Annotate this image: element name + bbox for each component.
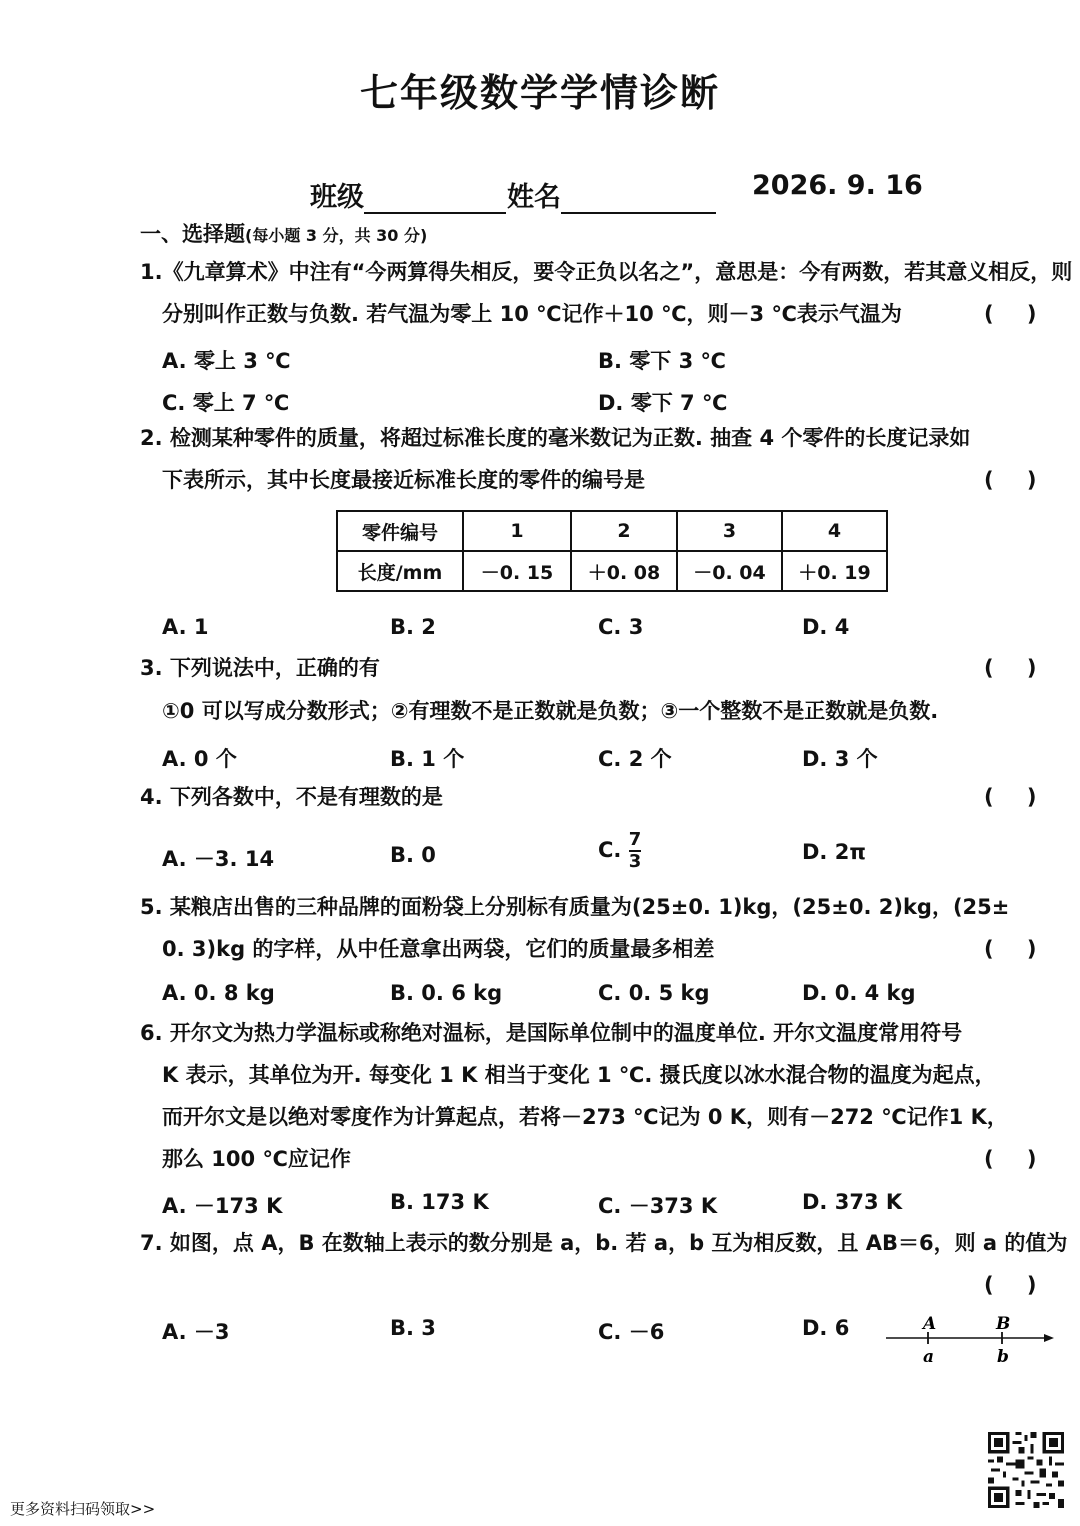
q6-answer-blank: ( )	[984, 1147, 1037, 1171]
q1-line-2: 分别叫作正数与负数. 若气温为零上 10 ℃记作＋10 ℃，则－3 ℃表示气温为	[162, 302, 902, 326]
q7-answer-blank: ( )	[984, 1273, 1037, 1297]
q5-option-a: A. 0. 8 kg	[162, 981, 275, 1005]
q6-line-2: K 表示，其单位为开. 每变化 1 K 相当于变化 1 ℃. 摄氏度以冰水混合物的温度为起点，	[162, 1063, 996, 1087]
value-a-label: a	[923, 1347, 935, 1366]
fraction-denominator: 3	[628, 851, 642, 872]
q7-option-d: D. 6	[802, 1316, 850, 1340]
q6-line-4: 那么 100 ℃应记作	[162, 1147, 351, 1171]
section-note: (每小题 3 分，共 30 分)	[245, 226, 428, 245]
table-cell: －0. 04	[677, 551, 782, 591]
name-blank	[561, 184, 716, 214]
q7-option-c: C. －6	[598, 1320, 665, 1344]
class-blank	[364, 184, 506, 214]
table-header-cell: 3	[677, 511, 782, 551]
class-label: 班级	[310, 182, 364, 213]
q4-option-c	[598, 830, 641, 872]
value-b-label: b	[997, 1347, 1009, 1366]
q1-line-1: 1.《九章算术》中注有“今两算得失相反，要令正负以名之”，意思是：今有两数，若其意义相反，则	[140, 260, 1073, 284]
footer-promo-text: 更多资料扫码领取>>	[10, 1500, 156, 1518]
q5-answer-blank: ( )	[984, 937, 1037, 961]
q6-option-a: A. －173 K	[162, 1194, 283, 1218]
q5-line-1: 5. 某粮店出售的三种品牌的面粉袋上分别标有质量为(25±0. 1)kg，(25±0. 2)kg，(25±	[140, 895, 1010, 919]
exam-date: 2026. 9. 16	[752, 170, 923, 201]
point-b-label: B	[996, 1314, 1011, 1334]
q6-line-1: 6. 开尔文为热力学温标或称绝对温标，是国际单位制中的温度单位. 开尔文温度常用符号	[140, 1021, 963, 1045]
table-header-cell: 2	[571, 511, 677, 551]
q3-option-c: C. 2 个	[598, 747, 672, 771]
q3-option-b: B. 1 个	[390, 747, 465, 771]
q1-answer-blank: ( )	[984, 302, 1037, 326]
q2-answer-blank: ( )	[984, 468, 1037, 492]
q4-option-a: A. －3. 14	[162, 847, 275, 871]
table-header-cell: 4	[782, 511, 887, 551]
name-label: 姓名	[507, 182, 561, 213]
q7-option-b: B. 3	[390, 1316, 436, 1340]
q3-option-d: D. 3 个	[802, 747, 878, 771]
q6-option-b: B. 173 K	[390, 1190, 489, 1214]
q5-line-2: 0. 3)kg 的字样，从中任意拿出两袋，它们的质量最多相差	[162, 937, 715, 961]
q1-option-a: A. 零上 3 ℃	[162, 349, 291, 373]
page-title: 七年级数学学情诊断	[359, 71, 720, 115]
q4-line-1: 4. 下列各数中，不是有理数的是	[140, 785, 443, 809]
table-cell: ＋0. 08	[571, 551, 677, 591]
class-field	[310, 175, 506, 214]
table-cell: 长度/mm	[337, 551, 463, 591]
point-a-label: A	[923, 1314, 937, 1334]
q3-option-a: A. 0 个	[162, 747, 237, 771]
table-cell: －0. 15	[463, 551, 571, 591]
q4-option-c-label: C.	[598, 838, 622, 862]
q4-option-d: D. 2π	[802, 840, 866, 864]
q4-answer-blank: ( )	[984, 785, 1037, 809]
table-header-row	[337, 511, 887, 551]
fraction-numerator: 7	[628, 829, 642, 850]
q7-line-1: 7. 如图，点 A，B 在数轴上表示的数分别是 a，b. 若 a，b 互为相反数，且 AB＝6，则 a 的值为	[140, 1231, 1068, 1255]
qr-code-icon[interactable]	[988, 1432, 1064, 1508]
parts-table	[336, 510, 888, 592]
q2-line-1: 2. 检测某种零件的质量，将超过标准长度的毫米数记为正数. 抽查 4 个零件的长度记录如	[140, 426, 971, 450]
q2-option-c: C. 3	[598, 615, 644, 639]
q2-option-d: D. 4	[802, 615, 850, 639]
name-field	[507, 175, 716, 214]
q5-option-c: C. 0. 5 kg	[598, 981, 710, 1005]
q3-line-2: ①0 可以写成分数形式；②有理数不是正数就是负数；③一个整数不是正数就是负数.	[162, 699, 939, 723]
section-title: 一、选择题	[140, 222, 245, 246]
q6-option-c: C. －373 K	[598, 1194, 718, 1218]
number-line-figure	[884, 1310, 1056, 1366]
q6-line-3: 而开尔文是以绝对零度作为计算起点，若将－273 ℃记为 0 K，则有－272 ℃记作1 K，	[162, 1105, 1008, 1129]
q5-option-b: B. 0. 6 kg	[390, 981, 503, 1005]
table-cell: ＋0. 19	[782, 551, 887, 591]
q3-answer-blank: ( )	[984, 656, 1037, 680]
q7-option-a: A. －3	[162, 1320, 230, 1344]
q1-option-b: B. 零下 3 ℃	[598, 349, 726, 373]
q2-line-2: 下表所示，其中长度最接近标准长度的零件的编号是	[162, 468, 645, 492]
q6-option-d: D. 373 K	[802, 1190, 903, 1214]
table-header-cell: 零件编号	[337, 511, 463, 551]
q2-option-b: B. 2	[390, 615, 436, 639]
section-heading	[140, 218, 427, 248]
q3-line-1: 3. 下列说法中，正确的有	[140, 656, 380, 680]
q5-option-d: D. 0. 4 kg	[802, 981, 916, 1005]
q1-option-d: D. 零下 7 ℃	[598, 391, 728, 415]
q2-option-a: A. 1	[162, 615, 209, 639]
arrow-head-icon	[1044, 1334, 1054, 1342]
q1-option-c: C. 零上 7 ℃	[162, 391, 290, 415]
table-row	[337, 551, 887, 591]
fraction-7-3	[629, 830, 642, 872]
table-header-cell: 1	[463, 511, 571, 551]
q4-option-b: B. 0	[390, 843, 436, 867]
